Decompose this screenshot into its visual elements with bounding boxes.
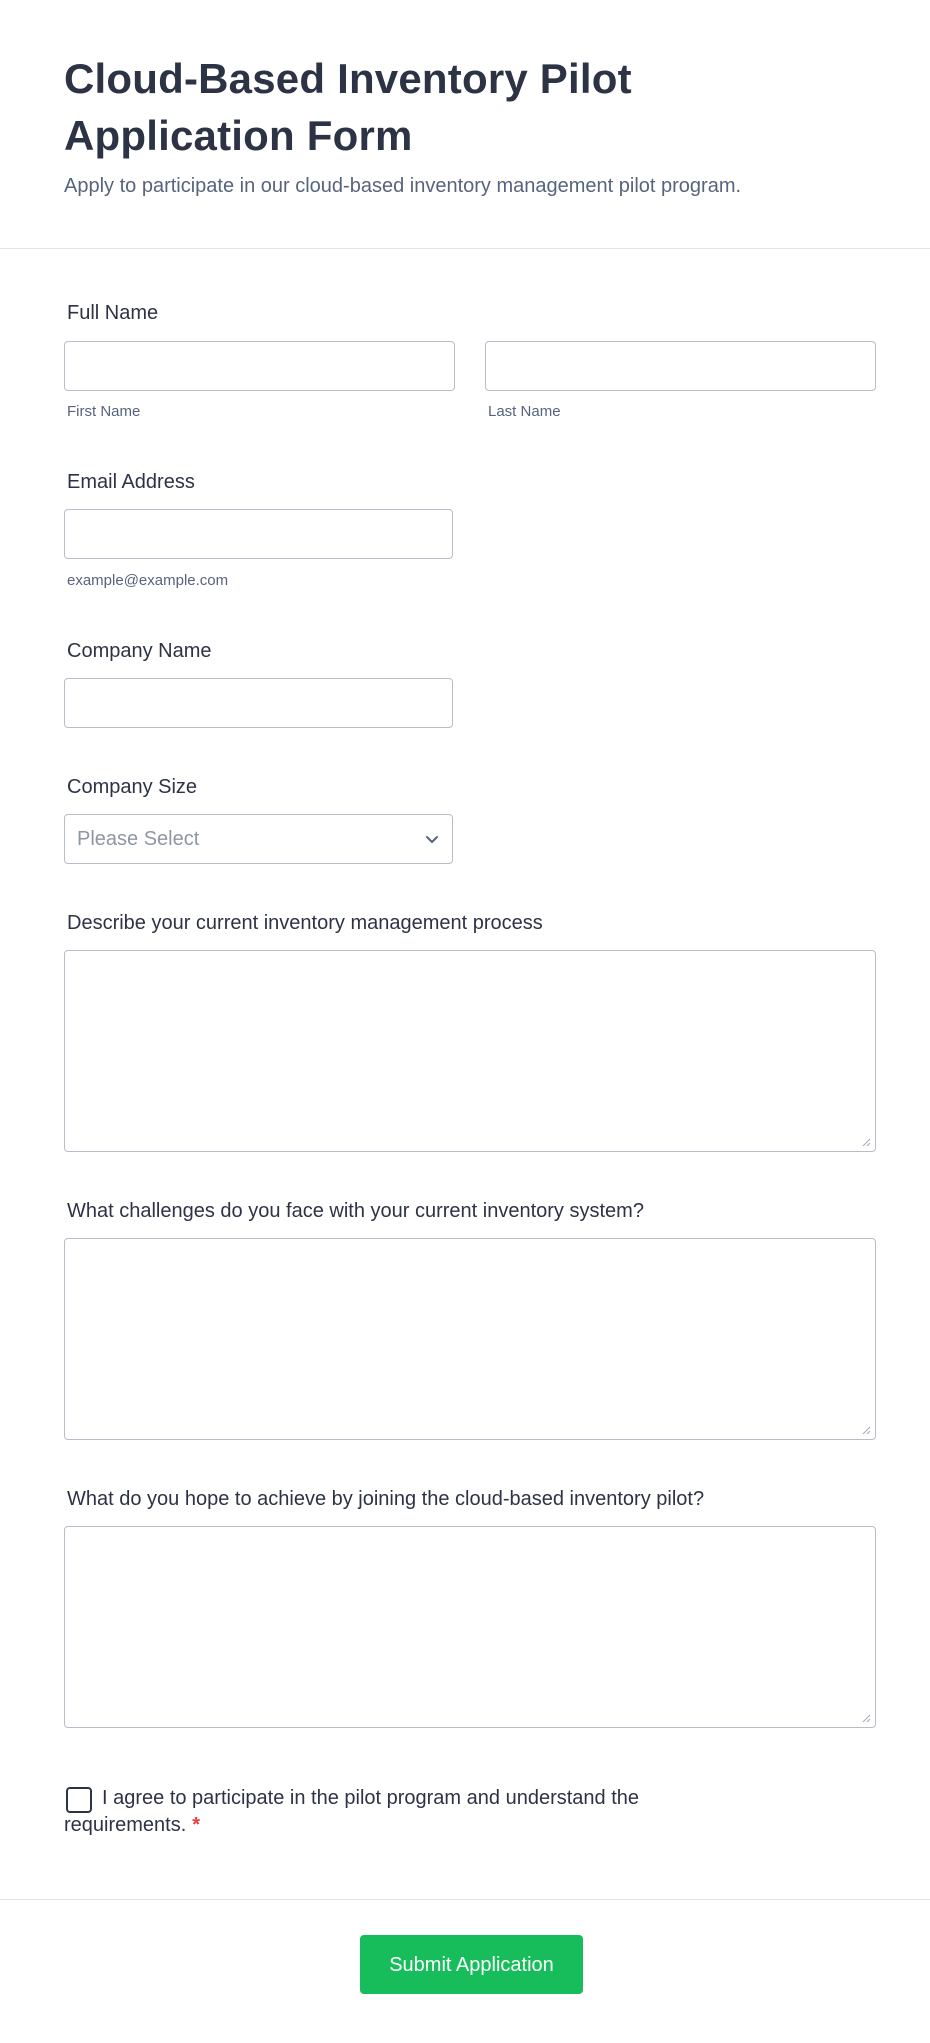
consent-row: [64, 1785, 704, 1839]
company-name-label: Company Name: [67, 640, 212, 662]
email-label: Email Address: [67, 471, 195, 493]
form-subtitle: Apply to participate in our cloud-based inventory management pilot program.: [64, 175, 742, 197]
chevron-down-icon: [424, 831, 440, 847]
footer-divider: [0, 1899, 930, 1900]
company-size-selected: Please Select: [77, 827, 200, 850]
consent-text: [64, 1785, 704, 1839]
first-name-sublabel: First Name: [67, 403, 141, 420]
goals-label: What do you hope to achieve by joining the cloud-based inventory pilot?: [67, 1488, 705, 1510]
form-header: [0, 0, 930, 249]
resize-grip-icon[interactable]: [861, 1713, 871, 1723]
process-textarea[interactable]: [64, 950, 876, 1152]
company-size-label: Company Size: [67, 776, 198, 798]
form-body: [0, 249, 930, 1899]
submit-button[interactable]: Submit Application: [360, 1935, 583, 1994]
required-asterisk: *: [192, 1814, 201, 1836]
form-title: Cloud-Based Inventory Pilot Application Form: [64, 55, 632, 159]
email-sublabel: example@example.com: [67, 572, 229, 589]
full-name-label: Full Name: [67, 302, 159, 324]
first-name-input[interactable]: [64, 341, 455, 391]
resize-grip-icon[interactable]: [861, 1425, 871, 1435]
challenges-label: What challenges do you face with your current inventory system?: [67, 1200, 644, 1222]
company-size-select[interactable]: [64, 814, 453, 864]
resize-grip-icon[interactable]: [861, 1137, 871, 1147]
goals-textarea[interactable]: [64, 1526, 876, 1728]
last-name-sublabel: Last Name: [488, 403, 561, 420]
email-input[interactable]: [64, 509, 453, 559]
consent-label: I agree to participate in the pilot program and understand the requirements.: [64, 1787, 640, 1836]
consent-checkbox[interactable]: [66, 1787, 92, 1813]
challenges-textarea[interactable]: [64, 1238, 876, 1440]
last-name-input[interactable]: [485, 341, 876, 391]
process-label: Describe your current inventory management process: [67, 912, 543, 934]
company-name-input[interactable]: [64, 678, 453, 728]
